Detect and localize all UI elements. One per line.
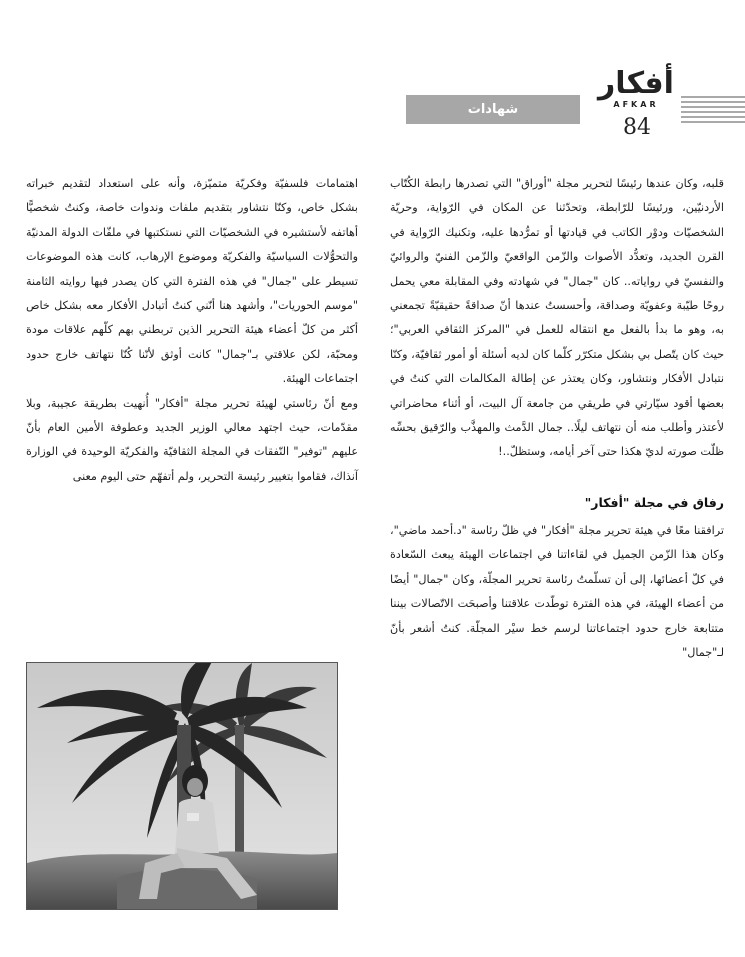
left-paragraph-1: اهتمامات فلسفيّة وفكريّة متميّزة، وأنه على استعداد لتقديم خبراته بشكل خاص، وكنّا نتشاور بتقديم ملفات وندوات خاصة، وكنتُ شخصيًّا أهاتفه لأستشيره في الشخصيّات التي نستكتبها في ملفّات الدولة المدنيّة والتحوُّلات السياسيّة والفكريّة وموضوع الإرهاب، كانت هذه الموضوعات تسيطر على "جمال" في هذه الفترة التي كان يصدر فيها روايته الثامنة "موسم الحوريات"، وأشهد هنا أنّني كنتُ أتبادل الأفكار معه بشكل خاص أكثر من كلّ أعضاء هيئة التحرير الذين تربطني بهم كلّهم علاقات مودة ومحبّة، لكن علاقتي بـ"جمال" كانت أوثق لأنّنا كُنّا نتهاتف خارج حدود اجتماعات الهيئة. xyxy=(26,177,358,386)
magazine-logo xyxy=(598,68,674,112)
logo-latin-text: AFKAR xyxy=(613,100,659,109)
right-text-column xyxy=(390,172,724,665)
section-subheading: رفاق في مجلة "أفكار" xyxy=(584,494,724,510)
right-paragraph-1: قلبه، وكان عندها رئيسًا لتحرير مجلة "أوراق" التي تصدرها رابطة الكُتّاب الأردنيّين، ورئيسًا للرّابطة، وتحدّثنا عن المكان في الرّواية، وحريّة الشخصيّات ودوْر الكاتب في قيادتها أو تمرُّدها عليه، وتكنيك الرّواية في القرن الجديد، وتعدُّد الأصوات والزّمن الواقعيّ والزّمن الفنيّ والروائيّ والنفسيّ في رواياته.. كان "جمال" في شهادته وفي المقابلة معي يحمل روحًا طيّبة وعفويّة وصداقة، وأحسستُ عندها أنّ صداقةً حقيقيّةً تجمعني به، وهو ما بدأ بالفعل مع انتقاله للعمل في "المركز الثقافي العربي"؛ حيث كان يتّصل بي بشكل متكرّر كلّما كان لديه أسئلة أو أمور ثقافيّة، وكنّا نتبادل الأفكار ونتشاور، وكان يعتذر عن إطالة المكالمات التي كنتُ في بعضها أقود سيّارتي في طريقي من جامعة آل البيت، أو أثناء محاضراتي لأعتذر وأطلب منه أن نتهاتف ليلًا.. جمال الدَّمث والمهذَّب والرّقيق بحسِّه ظلّت صورته لديّ هكذا حتى آخر أيامه، وستظلّ..! xyxy=(390,177,724,459)
left-text-column xyxy=(26,172,358,489)
right-paragraph-2: ترافقنا معًا في هيئة تحرير مجلة "أفكار" في ظلّ رئاسة "د.أحمد ماضي"، وكان هذا الزّمن الجميل في لقاءاتنا في اجتماعات الهيئة يبعث السّعادة في كلّ أعضائها، إلى أن تسلّمتُ رئاسة تحرير المجلّة، وكان "جمال" أيضًا من أعضاء الهيئة، في هذه الفترة توطّدت علاقتنا وأصبحَت الاتّصالات بيننا متتابعة خارج حدود اجتماعاتنا لرسم خط سيْر المجلّة. كنتُ أشعر بأنّ لـ"جمال" xyxy=(390,523,724,659)
page-number: 84 xyxy=(623,115,651,140)
logo-arabic-text: أفكار xyxy=(598,66,674,101)
section-title-bar: شهادات xyxy=(406,95,580,124)
palm-tree-photo xyxy=(26,662,338,910)
header-stripes xyxy=(681,96,745,124)
left-paragraph-2: ومع أنّ رئاستي لهيئة تحرير مجلة "أفكار" أُنهيت بطريقة عجيبة، وبلا مقدّمات، حيث اجتهد معالي الوزير الجديد وعطوفة الأمين العام بأنّ عليهم "توفير" النّفقات في المجلة الثقافيّة والفكريّة الوحيدة في الوزارة آنذاك، فقاموا بتغيير رئيسة التحرير، ولم أتفهّم حتى اليوم معنى xyxy=(26,396,358,483)
photo-illustration xyxy=(27,663,337,909)
